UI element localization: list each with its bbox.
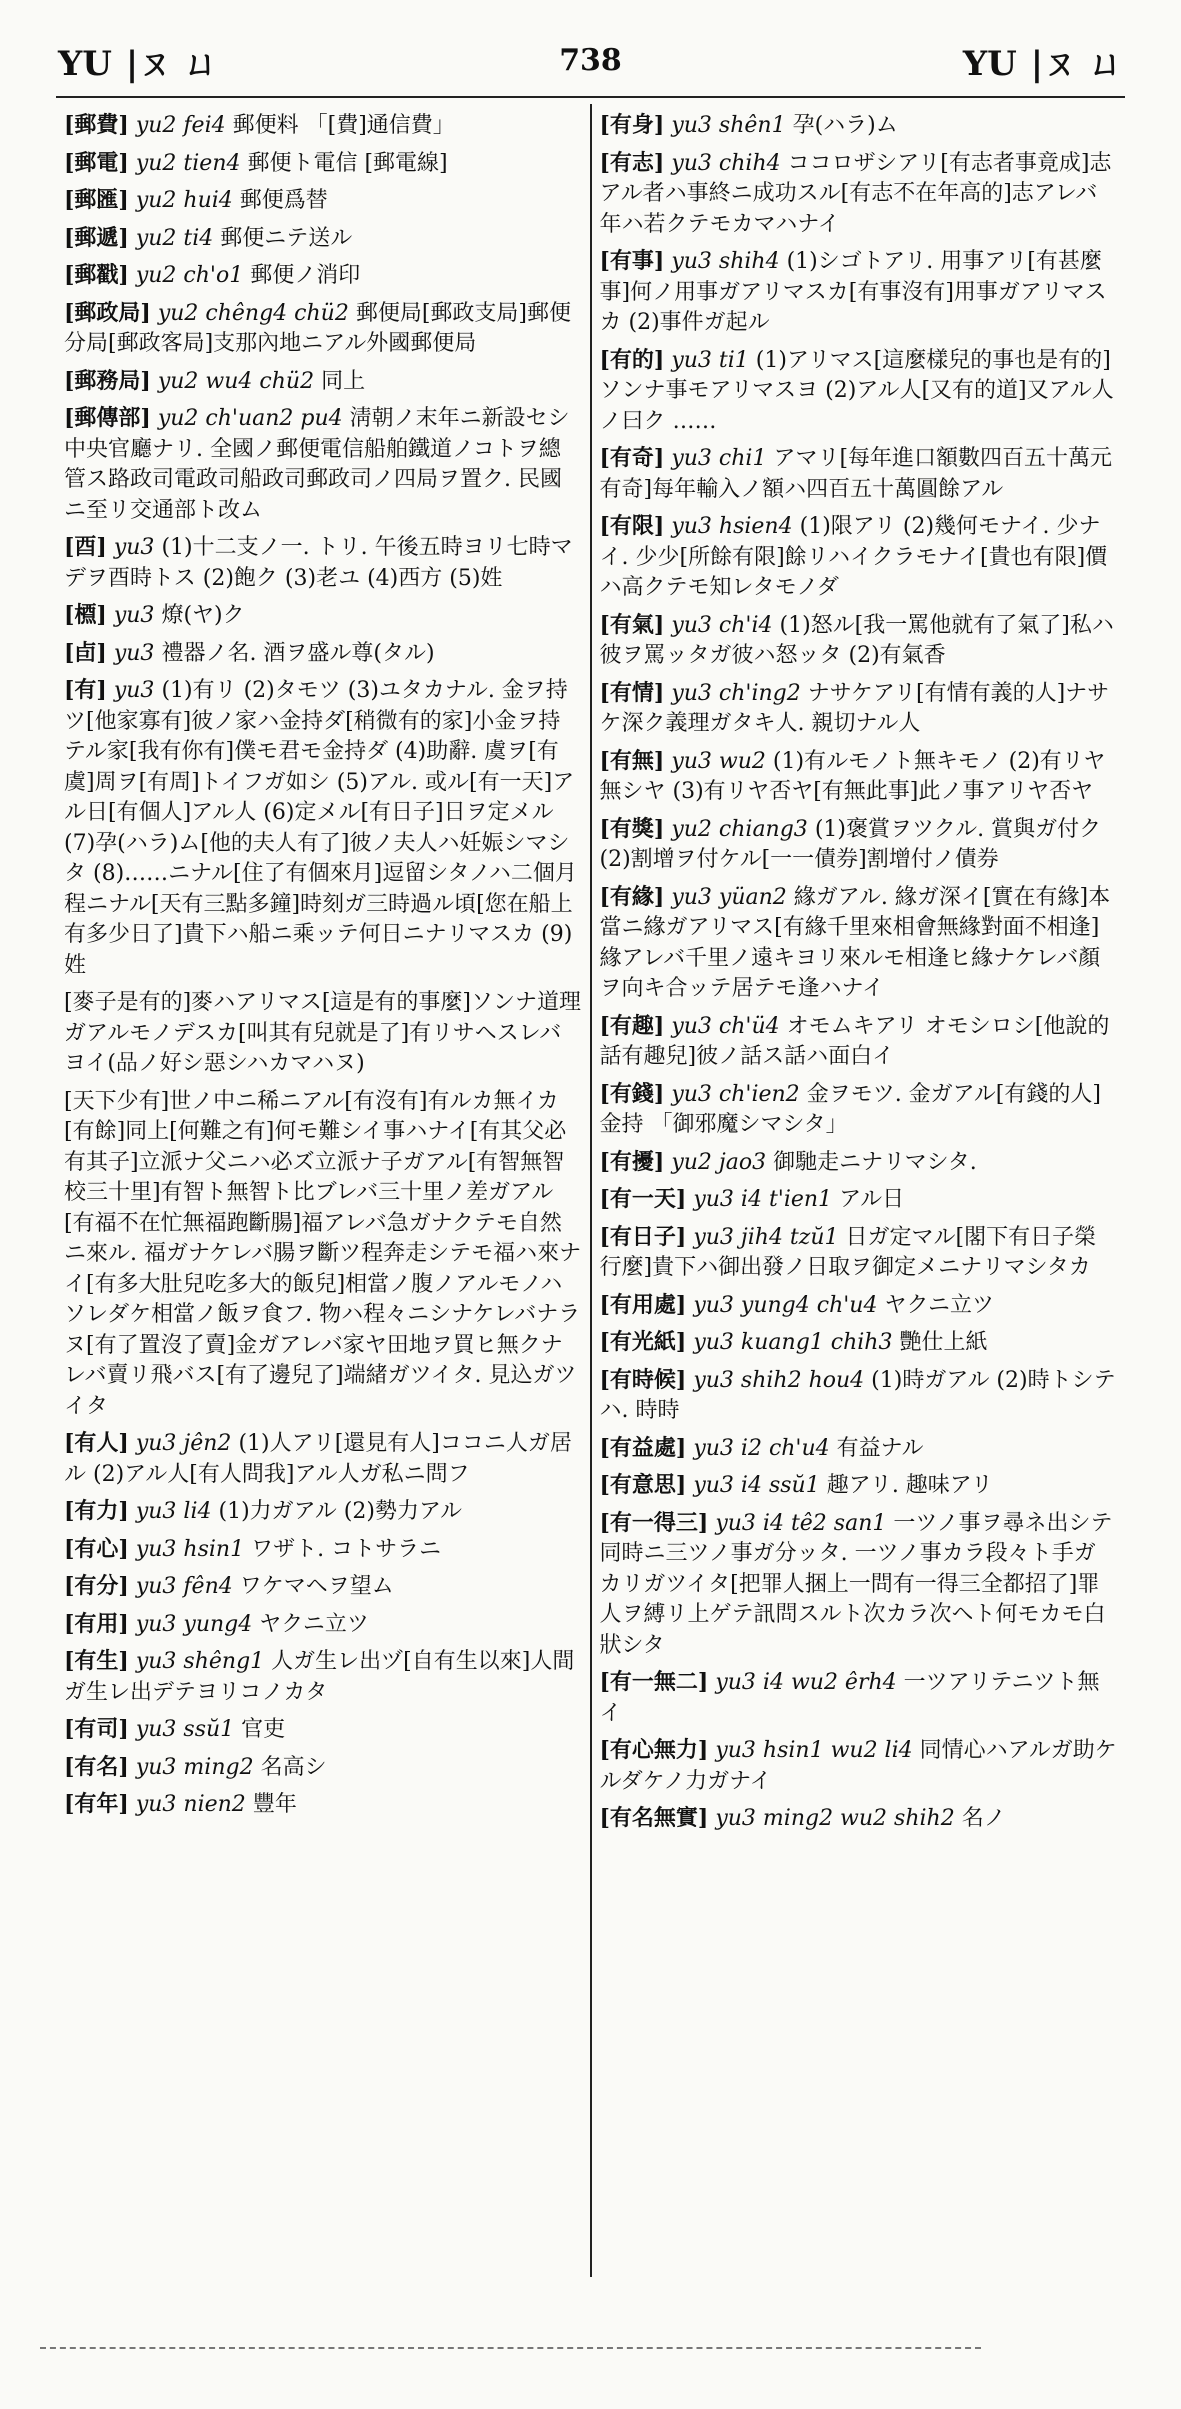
header-left-bopomofo: |ㄡ ㄩ bbox=[125, 43, 219, 84]
entry-gloss: (1)有リ (2)タモツ (3)ユタカナル. 金ヲ持ツ[他家寡有]彼ノ家ハ金持ダ[稍微有的家]小金ヲ持テル家[我有你有]僕モ君モ金持ダ (4)助辭. 虞ヲ[有虞]周ヲ[有周]トイフガ如シ (5)アル. 或ル[有一天]アル日[有個人]アル人 (6)定メル[有日子]日ヲ定メル (7)孕(ハラ)ム[他的夫人有了]彼ノ夫人ハ妊娠シマシタ (8)……ニナル[住了有個來月]逗留シタノハ二個月程ニナル[天有三點多鐘]時刻ガ三時過ル頃[您在船上有多少日了]貴下ハ船ニ乘ッテ何日ニナリマスカ (9)姓 bbox=[64, 678, 577, 978]
entry-romanization: yu2 tien4 bbox=[135, 150, 241, 176]
dictionary-entry bbox=[600, 1222, 1118, 1284]
entry-gloss: 孕(ハラ)ム bbox=[792, 113, 898, 138]
entry-romanization: yu3 fên4 bbox=[135, 1574, 233, 1599]
entry-gloss: 金ヲモツ. 金ガアル[有錢的人]金持 「御邪魔シマシタ」 bbox=[599, 1081, 1101, 1137]
header-right-bopomofo: |ㄡ ㄩ bbox=[1030, 43, 1123, 84]
entry-gloss: 禮器ノ名. 酒ヲ盛ル尊(タル) bbox=[161, 640, 435, 666]
entry-gloss: [麥子是有的]麥ハアリマス[這是有的事麼]ソンナ道理ガアルモノデスカ[叫其有兒就是了]有リサヘスレバヨイ(品ノ好シ惡シハカマハヌ) bbox=[64, 990, 582, 1076]
entry-headword: [有事] bbox=[599, 248, 665, 274]
entry-gloss: ワケマヘヲ望ム bbox=[239, 1574, 394, 1599]
entry-headword: [郵戳] bbox=[64, 262, 129, 288]
entry-gloss: 官吏 bbox=[241, 1717, 286, 1742]
entry-gloss: [天下少有]世ノ中ニ稀ニアル[有沒有]有ルカ無イカ[有餘]同上[何難之有]何モ難シイ事ハナイ[有其父必有其子]立派ナ父ニハ必ズ立派ナ子ガアル[有智無智校三十里]有智ト無智ト比ブレバ三十里ノ差ガアル[有福不在忙無福跑斷腸]福アレバ急ガナクテモ自然ニ來ル. 福ガナケレバ腸ヲ斷ツ程奔走シテモ福ハ來ナイ[有多大肚兒吃多大的飯兒]相當ノ腹ノアルモノハソレダケ相當ノ飯ヲ食フ. 物ハ程々ニシナケレバナラヌ[有了置沒了賣]金ガアレバ家ヤ田地ヲ買ヒ無クナレバ賣リ飛バス[有了邊兒了]端緒ガツイタ. 見込ガツイタ bbox=[64, 1088, 582, 1419]
dictionary-entry bbox=[64, 1752, 582, 1784]
entry-headword: [有一得三] bbox=[599, 1509, 709, 1536]
entry-headword: [有志] bbox=[599, 149, 665, 176]
dictionary-entry bbox=[600, 1365, 1118, 1427]
entry-headword: [有分] bbox=[64, 1573, 129, 1599]
entry-headword: [有趣] bbox=[599, 1012, 665, 1039]
entry-headword: [有無] bbox=[599, 747, 665, 774]
entry-gloss: 趣アリ. 趣味アリ bbox=[826, 1473, 993, 1498]
entry-romanization: yu3 nien2 bbox=[135, 1792, 246, 1817]
entry-romanization: yu3 i4 wu2 êrh4 bbox=[715, 1670, 897, 1695]
entry-headword: [有一無二] bbox=[599, 1669, 709, 1695]
dictionary-entry bbox=[64, 987, 582, 1080]
entry-headword: [郵費] bbox=[64, 112, 129, 138]
entry-headword: [有生] bbox=[64, 1648, 129, 1674]
entry-gloss: 日ガ定マル[閣下有日子榮行麼]貴下ハ御出發ノ日取ヲ御定メニナリマシタカ bbox=[599, 1224, 1097, 1280]
entry-gloss: 燎(ヤ)ク bbox=[161, 603, 245, 628]
entry-gloss: (1)時ガアル (2)時トシテハ. 時時 bbox=[599, 1367, 1116, 1423]
entry-romanization: yu2 wu4 chü2 bbox=[157, 368, 315, 394]
entry-romanization: yu3 li4 bbox=[135, 1499, 212, 1524]
entry-romanization: yu3 ming2 bbox=[135, 1754, 254, 1780]
entry-headword: [卣] bbox=[64, 639, 107, 666]
dictionary-entry bbox=[600, 345, 1118, 438]
entry-gloss: 郵便爲替 bbox=[239, 188, 328, 213]
entry-romanization: yu2 hui4 bbox=[135, 188, 233, 213]
entry-gloss: 御馳走ニナリマシタ. bbox=[773, 1149, 977, 1175]
entry-gloss: (1)有ルモノト無キモノ (2)有リヤ無シヤ (3)有リヤ否ヤ[有無此事]此ノ事アリヤ否ヤ bbox=[599, 748, 1106, 804]
entry-romanization: yu2 ch'o1 bbox=[135, 263, 244, 288]
entry-gloss: (1)アリマス[這麼樣兒的事也是有的]ソンナ事モアリマスヨ (2)アル人[又有的道]又アル人ノ曰ク …… bbox=[599, 347, 1114, 434]
entry-headword: [有身] bbox=[599, 112, 665, 138]
entry-romanization: yu3 jên2 bbox=[135, 1431, 232, 1456]
dictionary-entry bbox=[64, 223, 582, 255]
entry-romanization: yu3 hsien4 bbox=[671, 514, 793, 539]
entry-gloss: オモムキアリ オモシロシ[他說的話有趣兒]彼ノ話ス話ハ面白イ bbox=[599, 1013, 1110, 1069]
dictionary-entry bbox=[600, 1508, 1118, 1662]
entry-headword: [有心無力] bbox=[599, 1737, 709, 1763]
dictionary-entry bbox=[600, 1290, 1118, 1322]
right-column bbox=[590, 104, 1126, 2277]
header-rule bbox=[56, 96, 1125, 98]
entry-romanization: yu3 hsin1 wu2 li4 bbox=[715, 1738, 913, 1763]
dictionary-entry bbox=[600, 1803, 1118, 1835]
dictionary-entry bbox=[600, 1327, 1118, 1359]
entry-gloss: アル日 bbox=[839, 1187, 905, 1212]
dictionary-entry bbox=[600, 511, 1118, 604]
dictionary-entry bbox=[600, 882, 1118, 1005]
entry-gloss: (1)シゴトアリ. 用事アリ[有甚麼事]何ノ用事ガアリマスカ[有事沒有]用事ガアリマスカ (2)事件ガ起ル bbox=[599, 249, 1107, 335]
entry-romanization: yu3 shih4 bbox=[671, 249, 780, 274]
entry-romanization: yu3 chi1 bbox=[671, 446, 767, 471]
entry-romanization: yu2 fei4 bbox=[135, 113, 226, 138]
entry-gloss: 郵便ト電信 [郵電線] bbox=[247, 150, 448, 176]
dictionary-entry bbox=[64, 1571, 582, 1603]
entry-romanization: yu3 yung4 ch'u4 bbox=[693, 1292, 878, 1318]
dictionary-entry bbox=[64, 1609, 582, 1641]
dictionary-entry bbox=[64, 298, 582, 360]
header-right-romanization: YU bbox=[962, 43, 1017, 84]
entry-headword: [有獎] bbox=[599, 815, 665, 842]
entry-romanization: yu3 shêng1 bbox=[135, 1649, 265, 1674]
entry-romanization: yu3 jih4 tzŭ1 bbox=[693, 1224, 839, 1250]
dictionary-entry bbox=[64, 260, 582, 292]
dictionary-entry bbox=[600, 678, 1118, 740]
entry-headword: [郵電] bbox=[64, 149, 129, 176]
header-right bbox=[963, 36, 1123, 85]
entry-gloss: 淸朝ノ末年ニ新設セシ中央官廳ナリ. 全國ノ郵便電信船舶鐵道ノコトヲ總管ス路政司電政司船政司郵政司ノ四局ヲ置ク. 民國ニ至リ交通部ト改ム bbox=[64, 406, 570, 523]
entry-headword: [有情] bbox=[599, 679, 665, 706]
entry-romanization: yu2 ti4 bbox=[135, 225, 214, 251]
entry-romanization: yu2 jao3 bbox=[671, 1149, 767, 1175]
page-header bbox=[58, 30, 1123, 90]
entry-romanization: yu3 kuang1 chih3 bbox=[693, 1330, 893, 1355]
entry-headword: [有人] bbox=[64, 1430, 129, 1456]
dictionary-entry bbox=[64, 1714, 582, 1746]
entry-headword: [有時候] bbox=[599, 1366, 687, 1393]
entry-romanization: yu3 i2 ch'u4 bbox=[693, 1435, 830, 1461]
dictionary-entry bbox=[600, 148, 1118, 241]
entry-romanization: yu3 bbox=[113, 678, 155, 703]
entry-gloss: 緣ガアル. 緣ガ深イ[實在有緣]本當ニ緣ガアリマス[有緣千里來相會無緣對面不相逢]緣アレバ千里ノ遠キヨリ來ルモ相逢ヒ緣ナケレバ顏ヲ向キ合ッテ居テモ逢ハナイ bbox=[599, 884, 1111, 1001]
dictionary-entry bbox=[600, 1011, 1118, 1073]
entry-columns bbox=[56, 104, 1125, 2277]
dictionary-entry bbox=[600, 1433, 1118, 1465]
dictionary-entry bbox=[600, 1735, 1118, 1797]
entry-romanization: yu3 bbox=[113, 603, 155, 628]
entry-gloss: (1)力ガアル (2)勢力アル bbox=[218, 1499, 463, 1524]
entry-gloss: (1)褒賞ヲツクル. 賞與ガ付ク (2)割增ヲ付ケル[一一債券]割增付ノ債券 bbox=[599, 816, 1102, 872]
entry-romanization: yu3 i4 ssŭ1 bbox=[693, 1473, 820, 1498]
entry-romanization: yu3 ming2 wu2 shih2 bbox=[715, 1806, 955, 1831]
entry-gloss: ココロザシアリ[有志者事竟成]志アル者ハ事終ニ成功スル[有志不在年高的]志アレバ年ハ若クテモカマハナイ bbox=[599, 150, 1112, 237]
dictionary-entry bbox=[64, 675, 582, 981]
dictionary-entry bbox=[64, 366, 582, 398]
dictionary-entry bbox=[64, 1496, 582, 1528]
entry-romanization: yu3 ti1 bbox=[671, 347, 749, 373]
entry-romanization: yu3 shih2 hou4 bbox=[693, 1367, 865, 1393]
entry-romanization: yu3 ch'ü4 bbox=[671, 1013, 780, 1039]
entry-gloss: (1)限アリ (2)幾何モナイ. 少ナイ. 少少[所餘有限]餘リハイクラモナイ[貴也有限]價ハ高クテモ知レタモノダ bbox=[599, 514, 1108, 600]
entry-gloss: 郵便ニテ送ル bbox=[220, 225, 353, 251]
dictionary-entry bbox=[64, 1428, 582, 1490]
dictionary-entry bbox=[64, 532, 582, 594]
entry-romanization: yu3 bbox=[113, 640, 155, 666]
entry-gloss: 艷仕上紙 bbox=[899, 1330, 988, 1355]
entry-romanization: yu3 i4 t'ien1 bbox=[693, 1187, 833, 1212]
entry-headword: [有用處] bbox=[599, 1291, 687, 1318]
entry-romanization: yu3 wu2 bbox=[671, 748, 766, 774]
entry-headword: [郵匯] bbox=[64, 187, 129, 213]
entry-gloss: 豐年 bbox=[252, 1792, 297, 1817]
entry-headword: [有名無實] bbox=[599, 1805, 709, 1831]
entry-headword: [郵遞] bbox=[64, 224, 129, 251]
entry-romanization: yu3 hsin1 bbox=[135, 1536, 245, 1562]
entry-gloss: 有益ナル bbox=[836, 1435, 924, 1461]
entry-romanization: yu3 yung4 bbox=[135, 1611, 253, 1637]
entry-gloss: 一ツアリテニツト無イ bbox=[599, 1670, 1100, 1726]
header-left bbox=[58, 36, 218, 85]
entry-headword: [酉] bbox=[64, 534, 107, 560]
dictionary-entry bbox=[600, 610, 1118, 672]
entry-gloss: (1)人アリ[還見有人]ココニ人ガ居ル (2)アル人[有人問我]アル人ガ私ニ問フ bbox=[64, 1431, 572, 1487]
dictionary-entry bbox=[64, 185, 582, 217]
entry-headword: [有的] bbox=[599, 346, 665, 373]
entry-headword: [有限] bbox=[599, 513, 665, 539]
entry-romanization: yu3 yüan2 bbox=[671, 884, 787, 910]
entry-gloss: (1)十二支ノ一. トリ. 午後五時ヨリ七時マデヲ酉時トス (2)飽ク (3)老ユ (4)西方 (5)姓 bbox=[64, 535, 573, 591]
dictionary-entry bbox=[600, 1147, 1118, 1179]
dictionary-entry bbox=[64, 1534, 582, 1566]
entry-gloss: ヤクニ立ツ bbox=[259, 1611, 369, 1637]
entry-gloss: 郵便局[郵政支局]郵便分局[郵政客局]支那內地ニアル外國郵便局 bbox=[64, 300, 571, 356]
entry-gloss: 人ガ生レ出ヅ[自有生以來]人間ガ生レ出デテヨリコノカタ bbox=[64, 1649, 575, 1705]
entry-headword: [有一天] bbox=[599, 1186, 687, 1212]
entry-gloss: 同情心ハアルガ助ケルダケノ力ガナイ bbox=[599, 1738, 1117, 1794]
page-number: 738 bbox=[559, 42, 622, 78]
entry-headword: [有光紙] bbox=[599, 1329, 687, 1355]
dictionary-entry bbox=[64, 148, 582, 180]
dictionary-entry bbox=[600, 814, 1118, 876]
dictionary-entry bbox=[64, 110, 582, 142]
entry-headword: [有] bbox=[64, 677, 107, 703]
dictionary-entry bbox=[600, 443, 1118, 505]
entry-gloss: ナサケアリ[有情有義的人]ナサケ深ク義理ガタキ人. 親切ナル人 bbox=[599, 680, 1110, 736]
entry-headword: [有名] bbox=[64, 1753, 129, 1780]
entry-headword: [有日子] bbox=[599, 1223, 687, 1250]
entry-headword: [有意思] bbox=[599, 1472, 687, 1498]
entry-gloss: (1)怒ル[我一罵他就有了氣了]私ハ彼ヲ罵ッタガ彼ハ怒ッタ (2)有氣香 bbox=[599, 612, 1114, 668]
entry-romanization: yu2 chiang3 bbox=[671, 816, 808, 842]
entry-headword: [郵務局] bbox=[64, 367, 151, 394]
entry-romanization: yu3 ch'ing2 bbox=[671, 680, 801, 706]
entry-romanization: yu2 chêng4 chü2 bbox=[157, 300, 349, 326]
dictionary-entry bbox=[600, 1184, 1118, 1216]
entry-gloss: ヤクニ立ツ bbox=[884, 1292, 995, 1318]
footer-rule bbox=[40, 2347, 981, 2349]
dictionary-entry bbox=[64, 1789, 582, 1821]
entry-headword: [有力] bbox=[64, 1498, 129, 1524]
entry-gloss: 名高シ bbox=[260, 1754, 327, 1780]
entry-headword: [有奇] bbox=[599, 445, 665, 471]
entry-gloss: 一ツノ事ヲ尋ネ出シテ同時ニ三ツノ事ガ分ッタ. 一ツノ事カラ段々ト手ガカリガツイタ[把罪人捆上一問有一得三全都招了]罪人ヲ縛リ上ゲテ訊問スルト次カラ次ヘト何モカモ白狀シタ bbox=[599, 1510, 1113, 1658]
dictionary-entry bbox=[64, 638, 582, 670]
header-left-romanization: YU bbox=[58, 43, 112, 84]
entry-romanization: yu3 i4 tê2 san1 bbox=[715, 1510, 887, 1536]
entry-headword: [有年] bbox=[64, 1791, 129, 1817]
entry-gloss: アマリ[每年進口額數四百五十萬元有奇]每年輸入ノ額ハ四百五十萬圓餘アル bbox=[599, 446, 1113, 502]
entry-romanization: yu3 chih4 bbox=[671, 150, 781, 176]
entry-headword: [有錢] bbox=[599, 1080, 665, 1107]
dictionary-entry bbox=[600, 1079, 1118, 1141]
dictionary-entry bbox=[64, 600, 582, 632]
entry-romanization: yu3 ch'ien2 bbox=[671, 1081, 800, 1107]
entry-romanization: yu3 bbox=[113, 535, 155, 560]
dictionary-entry bbox=[600, 246, 1118, 339]
entry-headword: [郵傳部] bbox=[64, 405, 151, 431]
entry-romanization: yu3 shên1 bbox=[671, 113, 786, 138]
entry-gloss: 郵便ノ消印 bbox=[250, 263, 361, 288]
entry-headword: [槱] bbox=[64, 602, 107, 628]
entry-headword: [有氣] bbox=[599, 611, 665, 638]
entry-romanization: yu3 ssŭ1 bbox=[135, 1717, 235, 1742]
dictionary-entry bbox=[600, 746, 1118, 808]
dictionary-entry bbox=[64, 403, 582, 526]
entry-romanization: yu3 ch'i4 bbox=[671, 612, 773, 638]
dictionary-entry bbox=[600, 1470, 1118, 1502]
entry-gloss: 同上 bbox=[321, 368, 366, 394]
entry-gloss: 郵便料 「[費]通信費」 bbox=[232, 113, 455, 138]
dictionary-entry bbox=[64, 1646, 582, 1708]
entry-romanization: yu2 ch'uan2 pu4 bbox=[157, 406, 343, 431]
entry-headword: [有心] bbox=[64, 1535, 129, 1562]
left-column bbox=[56, 104, 590, 2277]
entry-headword: [有益處] bbox=[599, 1434, 687, 1461]
entry-headword: [有司] bbox=[64, 1716, 129, 1742]
entry-gloss: ワザト. コトサラニ bbox=[251, 1536, 442, 1562]
entry-headword: [有擾] bbox=[599, 1148, 665, 1175]
entry-headword: [有用] bbox=[64, 1610, 129, 1637]
entry-headword: [有緣] bbox=[599, 883, 665, 910]
dictionary-entry bbox=[64, 1086, 582, 1423]
entry-headword: [郵政局] bbox=[64, 299, 151, 326]
dictionary-entry bbox=[600, 1667, 1118, 1729]
entry-gloss: 名ノ bbox=[961, 1806, 1006, 1831]
dictionary-entry bbox=[600, 110, 1118, 142]
